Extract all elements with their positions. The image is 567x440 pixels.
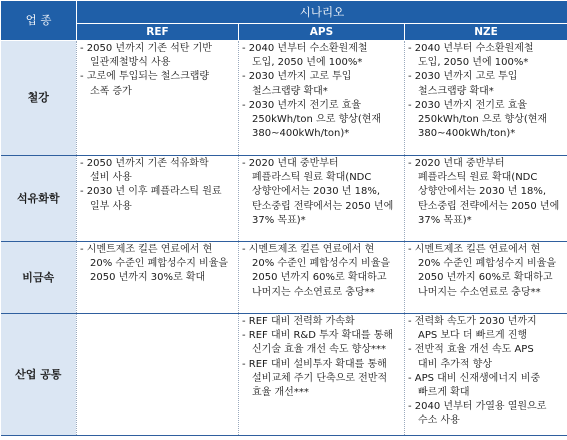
cell-text-line: 상향안에서는 2030 년 18%, [252, 186, 381, 198]
cell-text-line: 폐플라스틱 원료 확대(NDC [418, 172, 538, 184]
sector-label: 철강 [1, 41, 77, 156]
cell-text-line: 철스크랩량 확대* [418, 85, 494, 97]
cell-text-line: 철스크랩량 확대* [252, 85, 328, 97]
cell-text-line: - 전반적 효율 개선 속도 APS [408, 344, 534, 356]
sector-column-header: 업 종 [1, 1, 77, 41]
cell-text-line: - 2040 년부터 수소환원제철 [242, 43, 368, 54]
cell-text-line: - 2050 년까지 기존 석유화학 [80, 158, 209, 169]
cell-text-line: 대비 추가적 향상 [418, 358, 492, 370]
cell-text-line: - 2050 년까지 기존 석탄 기반 [80, 43, 212, 54]
cell-text-line: 탄소중립 전략에서는 2050 년에 [252, 200, 394, 212]
cell-text-line: 250kWh/ton 으로 향상(현재 [252, 114, 382, 126]
cell-text-line: 신기술 효율 개선 속도 향상*** [252, 344, 386, 356]
cell-text-line: - APS 대비 신재생에너지 비중 [408, 372, 541, 384]
cell-text-line: 설비교체 주기 단축으로 전반적 [252, 372, 388, 384]
cell-text-line: 일관제철방식 사용 [90, 57, 171, 69]
cell-text-line: - 시멘트제조 킬른 연료에서 현 [80, 244, 213, 255]
cell-text-line: - REF 대비 설비투자 확대를 통해 [242, 358, 387, 370]
cell-text-line: 20% 수준인 폐합성수지 비율을 [252, 258, 391, 270]
cell-text-line: 380~400kWh/ton)* [252, 128, 350, 140]
cell-ref [77, 41, 239, 156]
cell-text-line: 소폭 증가 [90, 85, 132, 97]
cell-text-line: 20% 수준인 폐합성수지 비율을 [90, 258, 229, 270]
cell-ref [77, 314, 239, 436]
cell-aps [239, 156, 405, 242]
cell-text-line: 2050 년까지 30%로 확대 [90, 272, 206, 284]
cell-text-line: 380~400kWh/ton)* [418, 128, 516, 140]
sector-label: 산업 공통 [1, 314, 77, 436]
sector-label: 비금속 [1, 242, 77, 314]
cell-text-line: APS 보다 더 빠르게 진행 [418, 330, 528, 342]
cell-text-line: - 2020 년대 중반부터 [242, 158, 339, 169]
cell-nze [405, 242, 567, 314]
cell-text-line: 상향안에서는 2030 년 18%, [418, 186, 547, 198]
table-row [1, 314, 567, 436]
cell-ref [77, 242, 239, 314]
cell-text-line: - 2040 년부터 수소환원제철 [408, 43, 534, 54]
cell-text-line: - 2030 년까지 고로 투입 [242, 71, 352, 83]
cell-aps [239, 242, 405, 314]
cell-text-line: - 2030 년까지 전기로 효율 [242, 99, 362, 111]
cell-text-line: 37% 목표)* [418, 214, 472, 226]
cell-text-line: - REF 대비 전력화 가속화 [242, 316, 355, 327]
cell-nze [405, 156, 567, 242]
cell-text-line: - 시멘트제조 킬른 연료에서 현 [408, 244, 541, 255]
cell-text-line: 2050 년까지 60%로 확대하고 [418, 272, 553, 284]
cell-text-line: 수소 사용 [418, 415, 460, 427]
cell-text-line: 37% 목표)* [252, 214, 306, 226]
cell-aps [239, 314, 405, 436]
cell-nze [405, 41, 567, 156]
cell-text-line: 2050 년까지 60%로 확대하고 [252, 272, 387, 284]
table-row [1, 156, 567, 242]
cell-text-line: - 2030 년까지 고로 투입 [408, 71, 518, 83]
cell-text-line: 나머지는 수소연료로 충당** [418, 286, 541, 298]
cell-text-line: 탄소중립 전략에서는 2050 년에 [418, 200, 560, 212]
cell-text-line: 일부 사용 [90, 200, 132, 212]
cell-text-line: - 고로에 투입되는 철스크랩량 [80, 71, 210, 83]
cell-text-line: - 2030 년까지 전기로 효율 [408, 99, 528, 111]
table-row [1, 41, 567, 156]
cell-aps [239, 41, 405, 156]
cell-text-line: - 시멘트제조 킬른 연료에서 현 [242, 244, 375, 255]
cell-text-line: 효율 개선*** [252, 387, 309, 399]
column-header-aps: APS [239, 24, 405, 41]
cell-text-line: 250kWh/ton 으로 향상(현재 [418, 114, 548, 126]
cell-text-line: 나머지는 수소연료로 충당** [252, 286, 375, 298]
cell-text-line: 도입, 2050 년에 100%* [418, 57, 529, 69]
cell-text-line: 빠르게 확대 [418, 387, 470, 399]
cell-text-line: 설비 사용 [90, 172, 132, 184]
cell-nze [405, 314, 567, 436]
cell-text-line: - 전력화 속도가 2030 년까지 [408, 316, 537, 327]
sector-label: 석유화학 [1, 156, 77, 242]
cell-text-line: - 2030 년 이후 폐플라스틱 원료 [80, 186, 222, 198]
scenario-group-header: 시나리오 [77, 1, 567, 24]
cell-ref [77, 156, 239, 242]
cell-text-line: 도입, 2050 년에 100%* [252, 57, 363, 69]
cell-text-line: - 2020 년대 중반부터 [408, 158, 505, 169]
cell-text-line: 폐플라스틱 원료 확대(NDC [252, 172, 372, 184]
column-header-nze: NZE [405, 24, 567, 41]
cell-text-line: - 2040 년부터 가열용 열원으로 [408, 401, 547, 413]
cell-text-line: 20% 수준인 폐합성수지 비율을 [418, 258, 557, 270]
cell-text-line: - REF 대비 R&D 투자 확대를 통해 [242, 330, 394, 342]
column-header-ref: REF [77, 24, 239, 41]
table-row [1, 242, 567, 314]
